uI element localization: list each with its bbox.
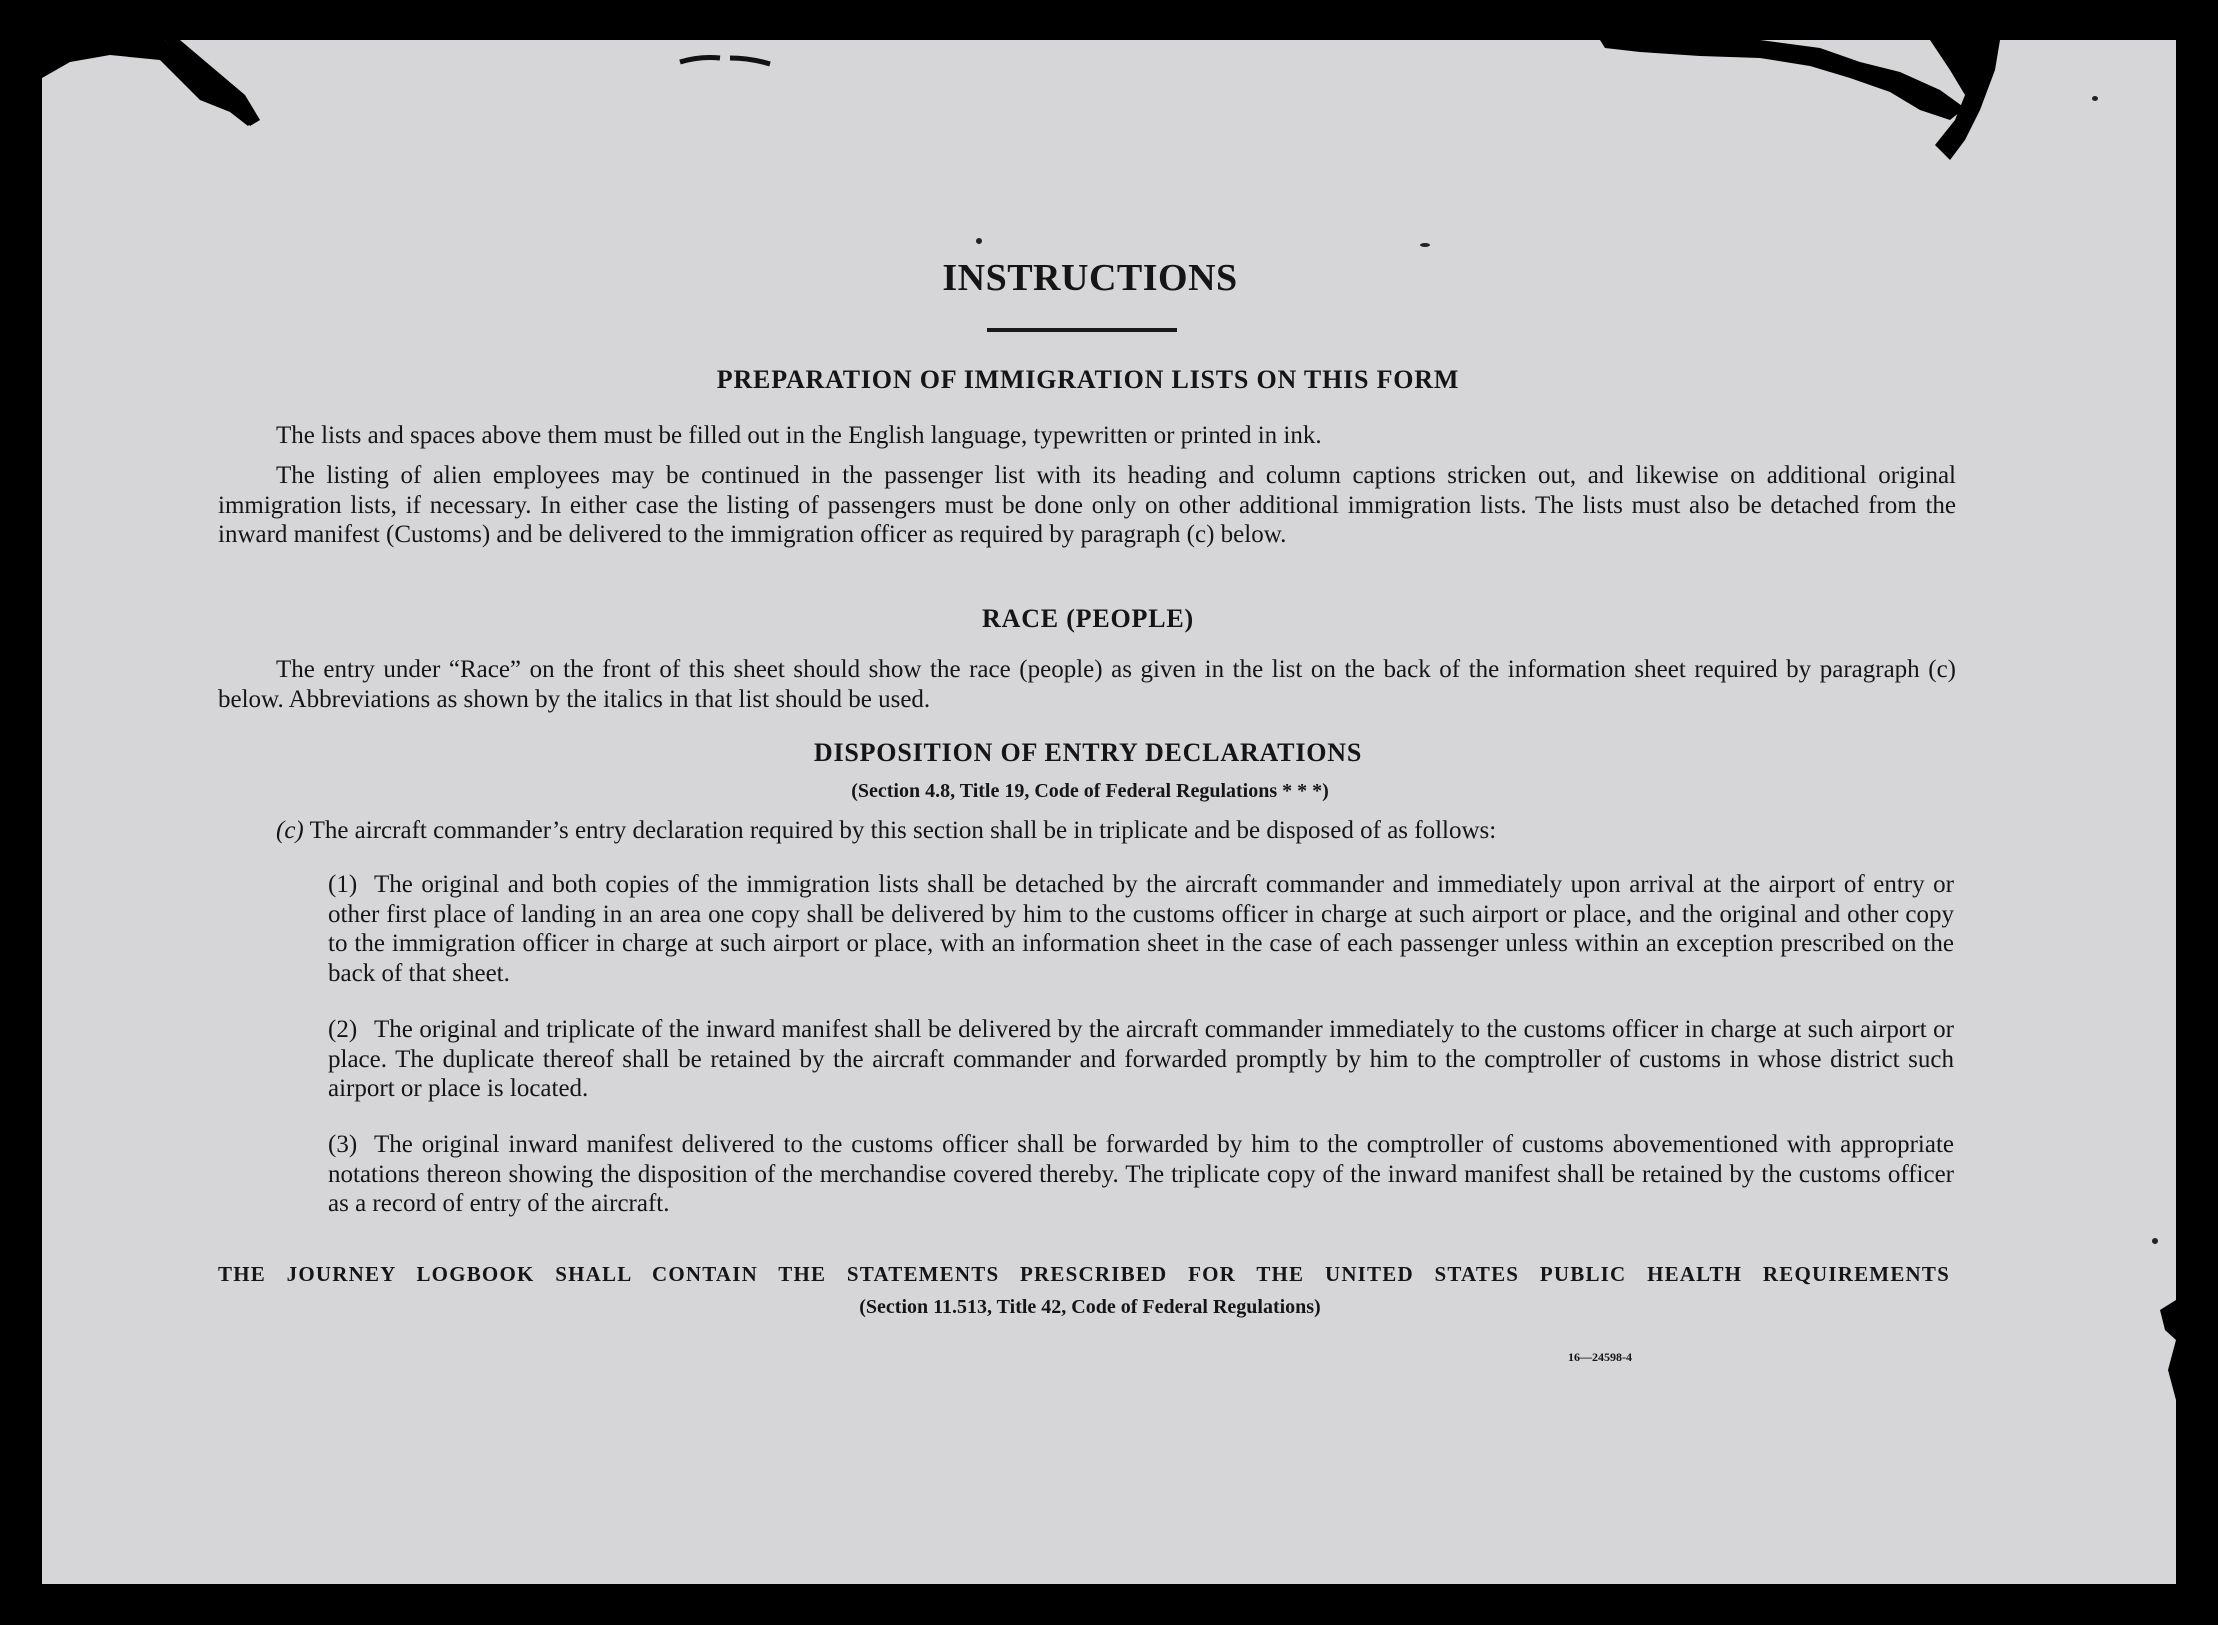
form-number: 16—24598-4 bbox=[1568, 1350, 1632, 1364]
disposition-heading: DISPOSITION OF ENTRY DECLARATIONS bbox=[813, 738, 1363, 767]
preparation-paragraph-2: The listing of alien employees may be continued in the passenger list with its heading and column captions stricken out, and likewise on additional original immigration lists, if necessary. In either case the listing of passengers must be done only on other additional immigration lists. The lists must also be detached from the inward manifest (Customs) and be delivered to the immigration officer as required by paragraph (c) below. bbox=[218, 462, 1956, 548]
page-title: INSTRUCTIONS bbox=[942, 257, 1238, 299]
race-paragraph: The entry under “Race” on the front of this sheet should show the race (people) as given in the list on the back of the information sheet required by paragraph (c) below. Abbreviations as shown by the italics in that list should be used. bbox=[218, 656, 1956, 713]
disposition-intro-label: (c) bbox=[276, 817, 304, 844]
item-number: (2) bbox=[328, 1016, 358, 1043]
item-text: The original and triplicate of the inward manifest shall be delivered by the aircraft commander immediately to the customs officer in charge at such airport or place. The duplicate thereof shall be retained by the aircraft commander and forwarded promptly by him to the comptroller of customs in whose district such airport or place is located. bbox=[328, 1016, 1954, 1102]
footer-heading: THE JOURNEY LOGBOOK SHALL CONTAIN THE STATEMENTS PRESCRIBED FOR THE UNITED STATES PUBLIC HEALTH REQUIREMENTS bbox=[218, 1262, 1950, 1286]
disposition-item-2 bbox=[328, 1015, 1954, 1104]
disposition-intro bbox=[276, 816, 1976, 846]
disposition-item-3 bbox=[328, 1130, 1954, 1219]
preparation-heading: PREPARATION OF IMMIGRATION LISTS ON THIS FORM bbox=[716, 365, 1460, 394]
title-underline bbox=[987, 328, 1177, 332]
item-number: (1) bbox=[328, 871, 358, 898]
item-text: The original and both copies of the immigration lists shall be detached by the aircraft commander and immediately upon arrival at the airport of entry or other first place of landing in an area one copy shall be delivered by him to the customs officer in charge at such airport or place, and the original and other copy to the immigration officer in charge at such airport or place, with an information sheet in the case of each passenger unless within an exception prescribed on the back of that sheet. bbox=[328, 871, 1954, 987]
item-text: The original inward manifest delivered to the customs officer shall be forwarded by him to the comptroller of customs abovementioned with appropriate notations thereon showing the disposition of the merchandise covered thereby. The triplicate copy of the inward manifest shall be retained by the customs officer as a record of entry of the aircraft. bbox=[328, 1131, 1954, 1217]
disposition-reference: (Section 4.8, Title 19, Code of Federal Regulations * * *) bbox=[851, 780, 1329, 802]
race-heading: RACE (PEOPLE) bbox=[982, 604, 1194, 633]
disposition-item-1 bbox=[328, 870, 1954, 988]
preparation-paragraph-1: The lists and spaces above them must be filled out in the English language, typewritten or printed in ink. bbox=[276, 422, 1322, 449]
disposition-intro-text: The aircraft commander’s entry declaration required by this section shall be in triplicate and be disposed of as follows: bbox=[309, 817, 1497, 844]
footer-reference: (Section 11.513, Title 42, Code of Federal Regulations) bbox=[859, 1296, 1321, 1318]
item-number: (3) bbox=[328, 1131, 358, 1158]
